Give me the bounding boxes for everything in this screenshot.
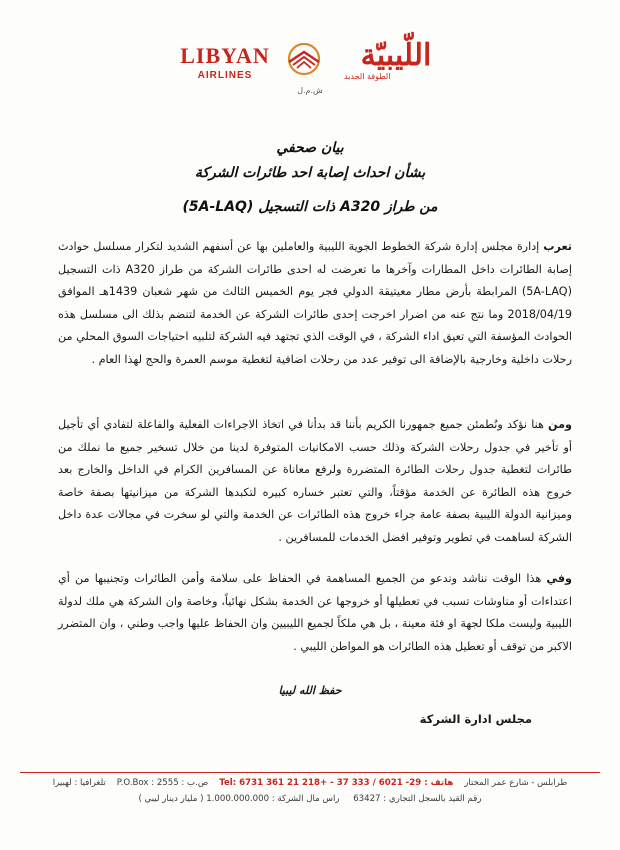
brand-name-en: LIBYAN — [180, 43, 270, 68]
paragraph-2-text: هنا نؤكد ونُطمئن جميع جمهورنا الكريم بأننا قد بدأنا في اتخاذ الاجراءات الفعلية والفاعلة لتفادي أي تأجيل أو تأخير في جدول رحلات الشركة وذلك حسب الامكانيات المتوفرة لدينا من خلال تسخير جميع ما نملك من طائرات لتغطية جدول رحلات الطائرة المتضررة ولرفع معاناة عن المسافرين الكرام في الداخل والخارج بعد خروج هذه الطائرة عن الخدمة مؤقتاً، والتي تعتبر خساره كبيره لتكبدها الشركة من ميزانيتها بصفة خاصة وميزانية الدولة الليبية بصفة عامة جراء خروج هذه الطائرات عن الخدمة والتي لو سخرت في مجالات عدة داخل الشركة لساهمت في تطوير وتوفير افضل الخدمات للمسافرين . — [58, 418, 572, 544]
footer-address: طرابلس - شارع عمر المختار — [464, 778, 568, 788]
footer-phone: هاتف : 29- 6021 / 333 37 - +218 21 361 6731 :Tel — [219, 778, 454, 788]
footer-divider — [20, 772, 600, 773]
footer-contact-line — [22, 778, 598, 788]
paragraph-3-lead: وفي — [546, 572, 572, 585]
paragraph-1-text: إدارة مجلس إدارة شركة الخطوط الجوية الليبية والعاملين بها عن أسفهم الشديد لتكرار مسلسل حوادث إصابة الطائرات داخل المطارات وآخرها ما تعرضت له احدى طائرات الشركة من طراز A320 ذات التسجيل (5A-LAQ) المرابطة بأرض مطار معيتيقة الدولي فجر يوم الخميس الثالث من شهر شعبان 1439هـ الموافق 2018/04/19 وما نتج عنه من اضرار اخرجت إحدى طائرات الشركة عن الخدمة لتنضم بذلك الى مسلسل هذه الحوادث المؤسفة التي تعيق اداء الشركة ، في الوقت الذي تجتهد فيه الشركة لتلبيه احتياجات السوق المحلي من رحلات داخلية وخارجية بالإضافة الى توفير عدد من رحلات اضافية لتغطية موسم العمرة والحج لهذا العام . — [58, 240, 572, 366]
title-press-statement: بيان صحفي — [276, 140, 344, 156]
signature-board: مجلس ادارة الشركة — [419, 712, 532, 726]
paragraph-1-lead: تعرب — [543, 240, 572, 253]
brand-sub-en: AIRLINES — [197, 70, 253, 81]
closing-phrase: حفظ الله ليبيا — [278, 684, 342, 697]
brand-logo-english — [170, 44, 280, 81]
brand-tagline-ar: الطوفة الجديد — [344, 72, 391, 81]
footer-telegraph: تلغرافيا : لهبيرا — [52, 778, 106, 788]
paragraph-3-text: هذا الوقت نناشد وندعو من الجميع المساهمة في الحفاظ على سلامة وأمن الطائرات وتجنيبها من أي اعتداءات أو مناوشات تسبب في تعطيلها أو خروجها عن الخدمة بشكل نهائياً، وخاصة وان الشركة هي ملك لدولة الليبية وليست ملكا لجهة او فئة معينة ، بل هي ملكاً لجميع الليبيين وان الحفاظ عليها واجب وطني ، وان المتضرر الاكبر من توقف أو تعطيل هذه الطائرات هو المواطن الليبي . — [58, 572, 572, 653]
title-subject: بشأن احداث إصابة احد طائرات الشركة — [194, 165, 426, 181]
paragraph-3 — [58, 568, 572, 658]
title-aircraft: من طراز A320 ذات التسجيل (5A-LAQ) — [182, 199, 438, 215]
paragraph-1 — [58, 236, 572, 371]
footer-registry-line — [22, 794, 598, 804]
brand-name-ar: اللّيبيّة — [360, 38, 432, 73]
paragraph-2 — [58, 414, 572, 549]
footer-capital: راس مال الشركة : 1.000.000.000 ( مليار دينار ليبي ) — [138, 794, 340, 804]
footer-registry: رقم القيد بالسجل التجاري : 63427 — [353, 794, 482, 804]
company-type-caption: ش.م.ل — [297, 86, 323, 95]
footer-pobox: ص.ب : 2555 : P.O.Box — [116, 778, 209, 788]
airline-emblem-icon — [283, 40, 325, 78]
paragraph-2-lead: ومن — [548, 418, 572, 431]
brand-logo-arabic — [336, 36, 456, 81]
